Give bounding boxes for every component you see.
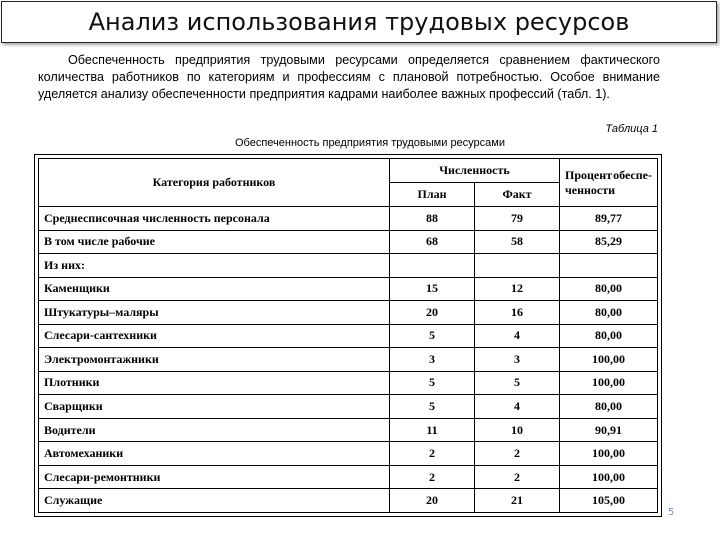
- row-category: Каменщики: [39, 277, 390, 301]
- row-fact: 4: [475, 395, 560, 419]
- row-plan: 88: [390, 207, 475, 231]
- table-header-row-1: [39, 159, 658, 183]
- header-percent-tail: ченности: [565, 182, 616, 197]
- row-plan: 5: [390, 395, 475, 419]
- table-row: [39, 254, 658, 278]
- row-percent: 80,00: [560, 277, 658, 301]
- row-plan: [390, 254, 475, 278]
- staffing-table: [38, 158, 658, 513]
- row-plan: 5: [390, 324, 475, 348]
- row-fact: 2: [475, 442, 560, 466]
- header-fact: Факт: [475, 183, 560, 207]
- header-plan: План: [390, 183, 475, 207]
- row-percent: 80,00: [560, 324, 658, 348]
- row-category: Плотники: [39, 371, 390, 395]
- row-plan: 3: [390, 348, 475, 372]
- header-percent-word: Процент: [565, 167, 613, 182]
- row-plan: 5: [390, 371, 475, 395]
- row-percent: 80,00: [560, 395, 658, 419]
- staffing-table-frame: [34, 154, 662, 517]
- row-category: Водители: [39, 418, 390, 442]
- page-number: 5: [668, 507, 675, 518]
- table-row: [39, 207, 658, 231]
- row-plan: 2: [390, 442, 475, 466]
- row-percent: 105,00: [560, 489, 658, 513]
- row-plan: 11: [390, 418, 475, 442]
- row-fact: [475, 254, 560, 278]
- row-category: Среднесписочная численность персонала: [39, 207, 390, 231]
- row-plan: 2: [390, 465, 475, 489]
- row-category: В том числе рабочие: [39, 230, 390, 254]
- row-percent: 90,91: [560, 418, 658, 442]
- table-row: [39, 395, 658, 419]
- row-plan: 68: [390, 230, 475, 254]
- row-category: Автомеханики: [39, 442, 390, 466]
- row-percent: 100,00: [560, 371, 658, 395]
- slide-title: Анализ использования трудовых ресурсов: [88, 8, 630, 36]
- row-percent: 85,29: [560, 230, 658, 254]
- row-fact: 16: [475, 301, 560, 325]
- table-row: [39, 277, 658, 301]
- row-fact: 12: [475, 277, 560, 301]
- row-fact: 10: [475, 418, 560, 442]
- header-percent: [560, 159, 658, 207]
- table-row: [39, 489, 658, 513]
- row-percent: 80,00: [560, 301, 658, 325]
- row-category: Слесари-ремонтники: [39, 465, 390, 489]
- row-percent: 100,00: [560, 348, 658, 372]
- row-fact: 4: [475, 324, 560, 348]
- row-fact: 58: [475, 230, 560, 254]
- table-row: [39, 230, 658, 254]
- row-fact: 79: [475, 207, 560, 231]
- table-row: [39, 371, 658, 395]
- row-fact: 2: [475, 465, 560, 489]
- row-fact: 21: [475, 489, 560, 513]
- row-category: Штукатуры–маляры: [39, 301, 390, 325]
- slide-title-bar: [1, 1, 717, 43]
- intro-paragraph: Обеспеченность предприятия трудовыми ресурсами определяется сравнением фактического количества работников по категориям и профессиям с плановой потребностью. Особое внимание уделяется анализу обеспеченности предприятия кадрами наиболее важных профессий (табл. 1).: [38, 53, 660, 101]
- row-fact: 3: [475, 348, 560, 372]
- row-percent: 100,00: [560, 465, 658, 489]
- table-number-label: Таблица 1: [605, 123, 658, 135]
- table-row: [39, 324, 658, 348]
- row-percent: 89,77: [560, 207, 658, 231]
- row-plan: 15: [390, 277, 475, 301]
- table-caption: Обеспеченность предприятия трудовыми ресурсами: [234, 137, 505, 149]
- header-percent-hyphen: обеспе-: [613, 167, 652, 182]
- row-fact: 5: [475, 371, 560, 395]
- row-plan: 20: [390, 489, 475, 513]
- header-category: Категория работников: [39, 159, 390, 207]
- row-percent: [560, 254, 658, 278]
- row-category: Сварщики: [39, 395, 390, 419]
- table-row: [39, 301, 658, 325]
- row-category: Слесари-сантехники: [39, 324, 390, 348]
- row-category: Из них:: [39, 254, 390, 278]
- row-category: Служащие: [39, 489, 390, 513]
- table-row: [39, 418, 658, 442]
- row-category: Электромонтажники: [39, 348, 390, 372]
- table-row: [39, 465, 658, 489]
- header-headcount: Численность: [390, 159, 560, 183]
- table-row: [39, 442, 658, 466]
- table-row: [39, 348, 658, 372]
- row-plan: 20: [390, 301, 475, 325]
- row-percent: 100,00: [560, 442, 658, 466]
